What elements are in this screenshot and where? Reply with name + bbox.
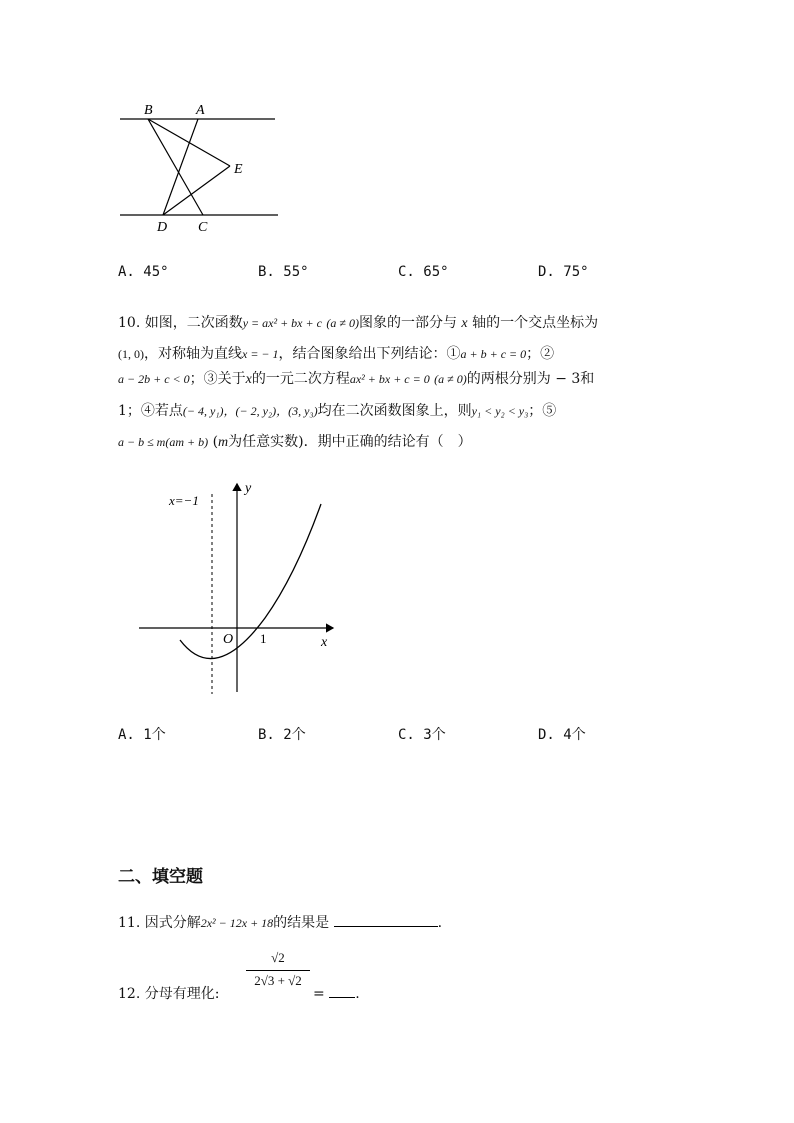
q10-option-c[interactable]: C. 3个 <box>398 727 446 743</box>
q10-option-a[interactable]: A. 1个 <box>118 727 166 743</box>
label-A: A <box>196 103 205 118</box>
q10-line-5: a − b ≤ m(am + b) (m为任意实数)．期中正确的结论有（ ） <box>118 434 472 450</box>
segment-BC <box>148 119 203 215</box>
q12-answer: = . <box>313 983 360 1002</box>
symmetry-axis-label: x=−1 <box>169 493 199 508</box>
section-heading: 二、填空题 <box>118 867 203 887</box>
fraction-denominator: 2√3 + √2 <box>254 973 302 988</box>
parabola-graph <box>135 476 340 698</box>
segment-BE <box>148 119 230 166</box>
q9-option-c[interactable]: C. 65° <box>398 264 449 280</box>
label-C: C <box>198 220 208 235</box>
q11-answer-blank[interactable] <box>334 912 438 927</box>
label-B: B <box>144 103 153 118</box>
q12-fraction <box>246 950 310 989</box>
label-one: 1 <box>260 631 267 646</box>
q9-option-d[interactable]: D. 75° <box>538 264 589 280</box>
q10-line-1: 10. 如图，二次函数y = ax² + bx + c (a ≠ 0)图象的一部分与 x 轴的一个交点坐标为 <box>118 315 599 331</box>
q9-option-a[interactable]: A. 45° <box>118 264 169 280</box>
q11-line: 11. 因式分解2x² − 12x + 18的结果是 . <box>118 912 442 932</box>
q10-line-2: (1, 0)，对称轴为直线x = − 1，结合图象给出下列结论：①a + b + c = 0；② <box>118 346 555 362</box>
parabola-curve <box>180 504 321 659</box>
q9-option-b[interactable]: B. 55° <box>258 264 309 280</box>
label-y: y <box>245 481 252 496</box>
q10-line-4: 1；④若点(− 4, y₁)，(− 2, y₂)，(3, y₃)均在二次函数图象上，则y₁ < y₂ < y₃；⑤ <box>118 403 557 419</box>
label-D: D <box>157 220 168 235</box>
q10-option-b[interactable]: B. 2个 <box>258 727 306 743</box>
label-E: E <box>234 162 243 177</box>
q12-line: 12. 分母有理化: <box>118 986 220 1002</box>
segment-DE <box>163 166 230 215</box>
label-origin: O <box>223 632 234 647</box>
fraction-numerator: √2 <box>271 950 285 965</box>
geometry-figure <box>112 98 287 238</box>
q10-option-d[interactable]: D. 4个 <box>538 727 586 743</box>
q10-line-3: a − 2b + c < 0；③关于x的一元二次方程ax² + bx + c = 0 (a ≠ 0)的两根分别为 − 3和 <box>118 371 595 387</box>
label-x: x <box>321 635 328 650</box>
segment-AD <box>163 119 198 215</box>
q12-answer-blank[interactable] <box>329 983 355 998</box>
